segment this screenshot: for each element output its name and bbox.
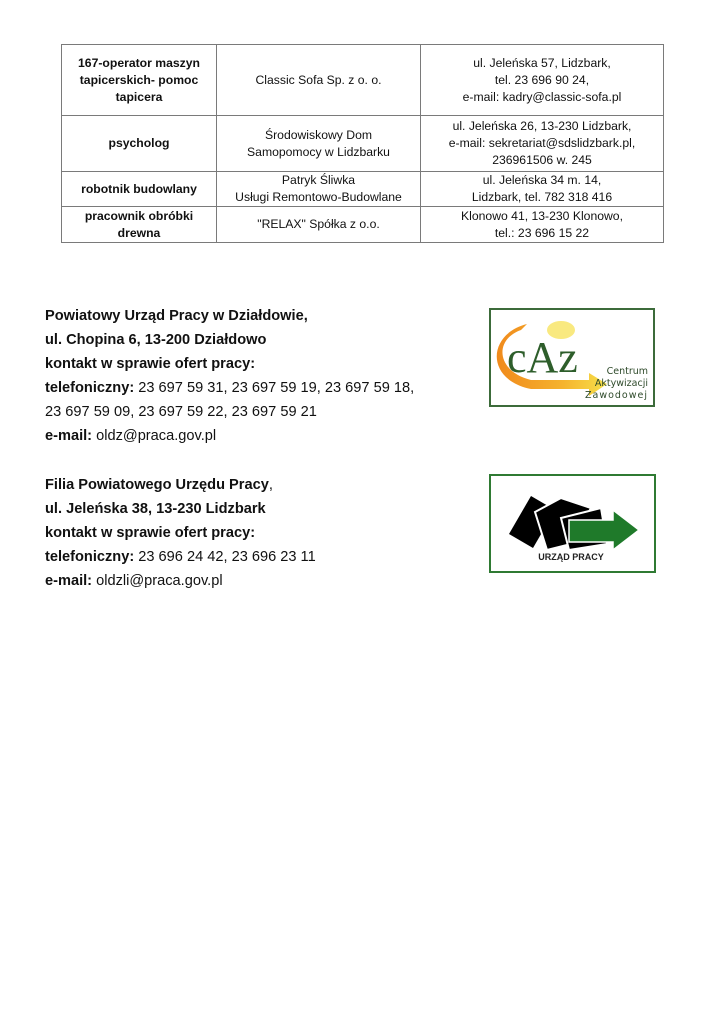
- svg-text:Aktywizacji: Aktywizacji: [594, 378, 648, 389]
- svg-text:Centrum: Centrum: [606, 366, 648, 377]
- phone-numbers: 23 697 59 31, 23 697 59 19, 23 697 59 18,: [134, 380, 415, 396]
- svg-text:Zawodowej: Zawodowej: [584, 390, 648, 401]
- phone-line: [45, 545, 316, 569]
- table-row: [62, 116, 664, 172]
- phone-label: telefoniczny:: [45, 380, 135, 396]
- phone-line: [45, 376, 414, 400]
- office-name: Powiatowy Urząd Pracy w Działdowie,: [45, 308, 308, 324]
- phone-numbers-cont: 23 697 59 09, 23 697 59 22, 23 697 59 21: [45, 404, 317, 420]
- employer-cell: "RELAX" Spółka z o.o.: [217, 207, 421, 243]
- office-name: Filia Powiatowego Urzędu Pracy: [45, 477, 269, 493]
- position-cell: 167-operator maszyn tapicerskich- pomoc tapicera: [62, 45, 217, 116]
- contact-heading: kontakt w sprawie ofert pracy:: [45, 356, 256, 372]
- employer-cell: Patryk Śliwka Usługi Remontowo-Budowlane: [217, 172, 421, 207]
- table-row: [62, 172, 664, 207]
- urzad-pracy-logo: [489, 474, 656, 573]
- email-line: [45, 424, 414, 448]
- job-offers-table: [61, 44, 664, 243]
- contact-heading: kontakt w sprawie ofert pracy:: [45, 525, 256, 541]
- urzad-pracy-logo-icon: [491, 476, 654, 571]
- email-label: e-mail:: [45, 428, 93, 444]
- office-address: ul. Chopina 6, 13-200 Działdowo: [45, 332, 267, 348]
- contact-cell: ul. Jeleńska 57, Lidzbark, tel. 23 696 90 24, e-mail: kadry@classic-sofa.pl: [421, 45, 664, 116]
- email-label: e-mail:: [45, 573, 93, 589]
- email-line: [45, 569, 316, 593]
- main-office-contact: [45, 304, 414, 448]
- email-address[interactable]: oldz@praca.gov.pl: [92, 428, 217, 444]
- position-cell: psycholog: [62, 116, 217, 172]
- contact-cell: Klonowo 41, 13-230 Klonowo, tel.: 23 696 15 22: [421, 207, 664, 243]
- svg-text:URZĄD PRACY: URZĄD PRACY: [538, 552, 604, 562]
- phone-numbers: 23 696 24 42, 23 696 23 11: [134, 549, 316, 565]
- employer-cell: Classic Sofa Sp. z o. o.: [217, 45, 421, 116]
- svg-text:cAz: cAz: [507, 333, 578, 382]
- phone-label: telefoniczny:: [45, 549, 135, 565]
- caz-logo-icon: [491, 310, 653, 405]
- position-cell: pracownik obróbki drewna: [62, 207, 217, 243]
- email-address[interactable]: oldzli@praca.gov.pl: [92, 573, 223, 589]
- caz-logo: [489, 308, 655, 407]
- position-cell: robotnik budowlany: [62, 172, 217, 207]
- branch-office-contact: Filia Powiatowego Urzędu Pracy, ul. Jeleńska 38, 13-230 Lidzbark kontakt w sprawie ofert pracy: telefoniczny: 23 696 24 42, 23 696 23 11 e-mail: oldzli@praca.gov.pl: [45, 473, 316, 593]
- contact-cell: ul. Jeleńska 34 m. 14, Lidzbark, tel. 782 318 416: [421, 172, 664, 207]
- table-row: [62, 45, 664, 116]
- office-address: ul. Jeleńska 38, 13-230 Lidzbark: [45, 501, 266, 517]
- employer-cell: Środowiskowy Dom Samopomocy w Lidzbarku: [217, 116, 421, 172]
- contact-cell: ul. Jeleńska 26, 13-230 Lidzbark, e-mail: sekretariat@sdslidzbark.pl, 236961506 w. 245: [421, 116, 664, 172]
- table-row: [62, 207, 664, 243]
